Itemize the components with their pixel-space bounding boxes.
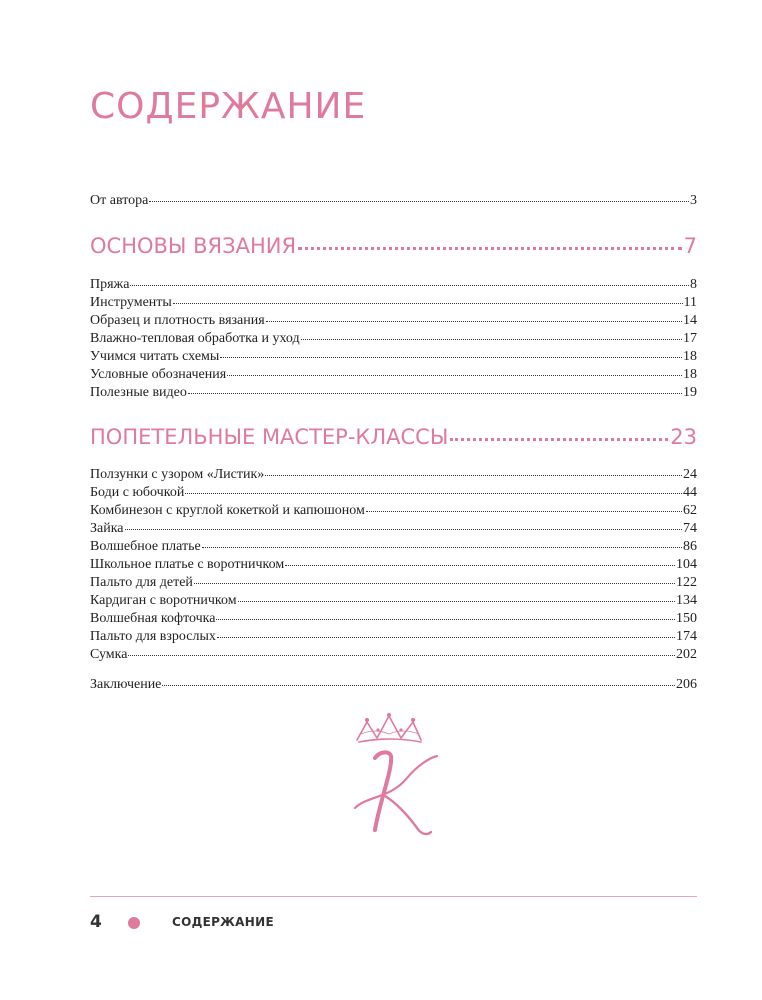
dot-leader <box>173 303 683 304</box>
toc-item-page: 104 <box>676 557 697 572</box>
toc-item-page: 14 <box>683 313 697 328</box>
dot-leader <box>128 655 675 656</box>
toc-item-label: Образец и плотность вязания <box>90 313 265 328</box>
dot-leader <box>217 637 675 638</box>
toc-item-label: Волшебное платье <box>90 539 201 554</box>
toc-item-page: 44 <box>683 485 697 500</box>
toc-item-label: Комбинезон с круглой кокеткой и капюшоном <box>90 503 365 518</box>
toc-item-page: 3 <box>690 193 697 208</box>
dot-leader <box>194 583 675 584</box>
toc-item-page: 18 <box>683 349 697 364</box>
toc-item[interactable] <box>90 484 697 502</box>
toc-item[interactable] <box>90 610 697 628</box>
toc-item-label: Пальто для взрослых <box>90 629 216 644</box>
toc-item-conclusion[interactable] <box>90 676 697 694</box>
toc-item-label: Инструменты <box>90 295 172 310</box>
toc-item[interactable] <box>90 366 697 384</box>
toc-item[interactable] <box>90 556 697 574</box>
toc-item[interactable] <box>90 466 697 484</box>
dot-leader <box>188 393 682 394</box>
toc-section-heading[interactable] <box>90 424 697 450</box>
toc-item-page: 62 <box>683 503 697 518</box>
dot-leader <box>450 438 668 441</box>
toc-item[interactable] <box>90 574 697 592</box>
toc-item[interactable] <box>90 276 697 294</box>
dot-leader <box>162 685 675 686</box>
toc-item-page: 19 <box>683 385 697 400</box>
dot-leader <box>265 475 682 476</box>
toc-item-page: 206 <box>676 677 697 692</box>
toc-item-label: Заключение <box>90 677 162 692</box>
section-page: 23 <box>670 425 697 449</box>
toc-item[interactable] <box>90 520 697 538</box>
section-title: ОСНОВЫ ВЯЗАНИЯ <box>90 234 297 258</box>
toc-item-label: Полезные видео <box>90 385 187 400</box>
toc-item-page: 8 <box>690 277 697 292</box>
toc-item[interactable] <box>90 348 697 366</box>
toc-item[interactable] <box>90 592 697 610</box>
footer-running-title: СОДЕРЖАНИЕ <box>172 915 274 929</box>
crown-k-monogram-icon <box>345 712 445 842</box>
toc-item[interactable] <box>90 312 697 330</box>
toc-item-page: 174 <box>676 629 697 644</box>
toc-item-page: 134 <box>676 593 697 608</box>
toc-item-page: 202 <box>676 647 697 662</box>
toc-item-label: Условные обозначения <box>90 367 227 382</box>
toc-item-page: 122 <box>676 575 697 590</box>
dot-leader <box>285 565 675 566</box>
toc-item-label: Волшебная кофточка <box>90 611 216 626</box>
toc-item-label: Пальто для детей <box>90 575 193 590</box>
toc-item-page: 74 <box>683 521 697 536</box>
dot-leader <box>130 285 689 286</box>
toc-item[interactable] <box>90 384 697 402</box>
dot-leader <box>149 201 689 202</box>
toc-item[interactable] <box>90 330 697 348</box>
dot-leader <box>125 529 682 530</box>
toc-item[interactable] <box>90 646 697 664</box>
toc-item-label: Ползунки с узором «Листик» <box>90 467 265 482</box>
toc-item[interactable] <box>90 294 697 312</box>
dot-leader <box>298 247 682 250</box>
toc-section-heading[interactable] <box>90 233 697 259</box>
toc-item-label: Зайка <box>90 521 124 536</box>
toc-item-label: Кардиган с воротничком <box>90 593 237 608</box>
page-title: СОДЕРЖАНИЕ <box>90 86 367 127</box>
toc-item-label: Школьное платье с воротничком <box>90 557 285 572</box>
dot-leader <box>185 493 682 494</box>
dot-leader <box>227 375 682 376</box>
footer-page-number: 4 <box>90 912 102 932</box>
toc-item-page: 11 <box>683 295 697 310</box>
toc-item-page: 86 <box>683 539 697 554</box>
toc-item-label: Пряжа <box>90 277 130 292</box>
dot-leader <box>216 619 675 620</box>
section-title: ПОПЕТЕЛЬНЫЕ МАСТЕР-КЛАССЫ <box>90 425 449 449</box>
dot-leader <box>220 357 682 358</box>
toc-item-page: 18 <box>683 367 697 382</box>
section-page: 7 <box>683 234 697 258</box>
toc-item-label: Боди с юбочкой <box>90 485 185 500</box>
dot-leader <box>238 601 675 602</box>
toc-item-page: 150 <box>676 611 697 626</box>
toc-item[interactable] <box>90 628 697 646</box>
toc-item-label: Влажно-тепловая обработка и уход <box>90 331 300 346</box>
toc-item[interactable] <box>90 538 697 556</box>
toc-item-page: 24 <box>683 467 697 482</box>
dot-leader <box>301 339 682 340</box>
toc-item-label: Учимся читать схемы <box>90 349 220 364</box>
dot-leader <box>202 547 682 548</box>
dot-leader <box>266 321 682 322</box>
footer-dot-icon <box>128 917 140 929</box>
toc-item[interactable] <box>90 502 697 520</box>
toc-item-intro[interactable] <box>90 192 697 210</box>
footer-rule <box>90 896 697 897</box>
toc-item-label: Сумка <box>90 647 128 662</box>
dot-leader <box>366 511 682 512</box>
toc-item-page: 17 <box>683 331 697 346</box>
toc-item-label: От автора <box>90 193 149 208</box>
